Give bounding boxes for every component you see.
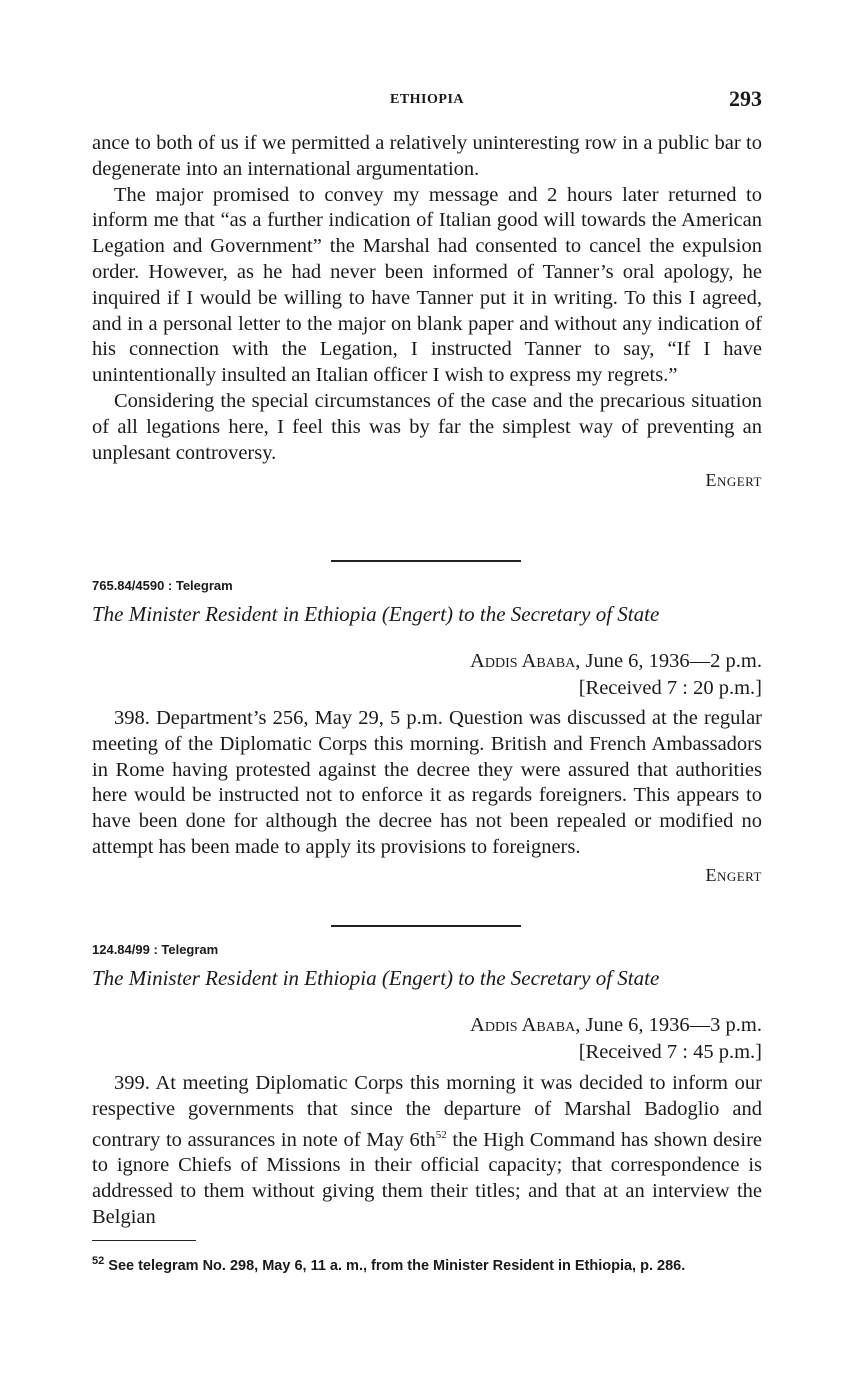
dateline bbox=[470, 648, 762, 702]
footnote-marker: 52 bbox=[92, 1255, 105, 1267]
telegram-398 bbox=[92, 706, 762, 889]
signature: Engert bbox=[705, 470, 762, 491]
paragraph: ance to both of us if we permitted a relatively uninteresting row in a public bar to degenerate into an international argumentation. bbox=[92, 132, 762, 180]
footnote-reference: 52 bbox=[435, 1128, 447, 1141]
document-title: The Minister Resident in Ethiopia (Engert) to the Secretary of State bbox=[92, 966, 660, 990]
section-divider bbox=[331, 925, 521, 927]
running-head: ETHIOPIA bbox=[389, 92, 464, 107]
file-reference: 124.84/99 : Telegram bbox=[92, 942, 219, 957]
signature: Engert bbox=[705, 864, 762, 885]
received-line: [Received 7 : 45 p.m.] bbox=[578, 1041, 762, 1063]
received-line: [Received 7 : 20 p.m.] bbox=[578, 677, 762, 699]
footnote-text: See telegram No. 298, May 6, 11 a. m., from the Minister Resident in Ethiopia, p. 286. bbox=[104, 1257, 686, 1274]
paragraph: 398. Department’s 256, May 29, 5 p.m. Question was discussed at the regular meeting of the Diplomatic Corps this morning. British and French Ambassadors in Rome having protested against the decree they were assured that authorities here would be instructed not to enforce it as regards foreigners. This appears to have been done for although the decree has not been repealed or modified no attempt has been made to apply its provisions to foreigners. bbox=[92, 707, 762, 858]
dateline-place: Addis Ababa, bbox=[470, 1014, 581, 1036]
paragraph-text: 399. At meeting Diplomatic Corps this morning it was decided to inform our respective governments that since the departure of Marshal Badoglio and contrary to assurances in note of May 6th bbox=[92, 1072, 762, 1151]
footnote bbox=[92, 1252, 762, 1275]
paragraph-text: the High Command has shown desire to ignore Chiefs of Missions in their official capacity; that correspondence is addressed to them without giving them their titles; and that at an interview the Belgian bbox=[92, 1128, 762, 1228]
continuation-section bbox=[92, 131, 762, 494]
telegram-399 bbox=[92, 1071, 762, 1231]
paragraph bbox=[92, 1071, 762, 1231]
section-divider bbox=[331, 560, 521, 562]
document-title: The Minister Resident in Ethiopia (Engert) to the Secretary of State bbox=[92, 602, 660, 626]
footnote-divider bbox=[92, 1240, 196, 1241]
file-reference: 765.84/4590 : Telegram bbox=[92, 578, 233, 593]
dateline-date: June 6, 1936—2 p.m. bbox=[585, 650, 762, 672]
dateline-date: June 6, 1936—3 p.m. bbox=[585, 1014, 762, 1036]
dateline-place: Addis Ababa, bbox=[470, 650, 581, 672]
page-number: 293 bbox=[729, 86, 762, 111]
dateline bbox=[470, 1012, 762, 1066]
paragraph: The major promised to convey my message and 2 hours later returned to inform me that “as a further indication of Italian good will towards the American Legation and Government” the Marshal had consented to cancel the expulsion order. However, as he had never been informed of Tanner’s oral apology, he inquired if I would be willing to have Tanner put it in writing. To this I agreed, and in a personal letter to the major on blank paper and without any indication of his connection with the Legation, I instructed Tanner to say, “If I have unintentionally insulted an Italian officer I wish to express my regrets.” bbox=[92, 183, 762, 387]
page-header bbox=[92, 86, 762, 118]
paragraph: Considering the special circumstances of the case and the precarious situation of all legations here, I feel this was by far the simplest way of preventing an unplesant controversy. bbox=[92, 389, 762, 464]
